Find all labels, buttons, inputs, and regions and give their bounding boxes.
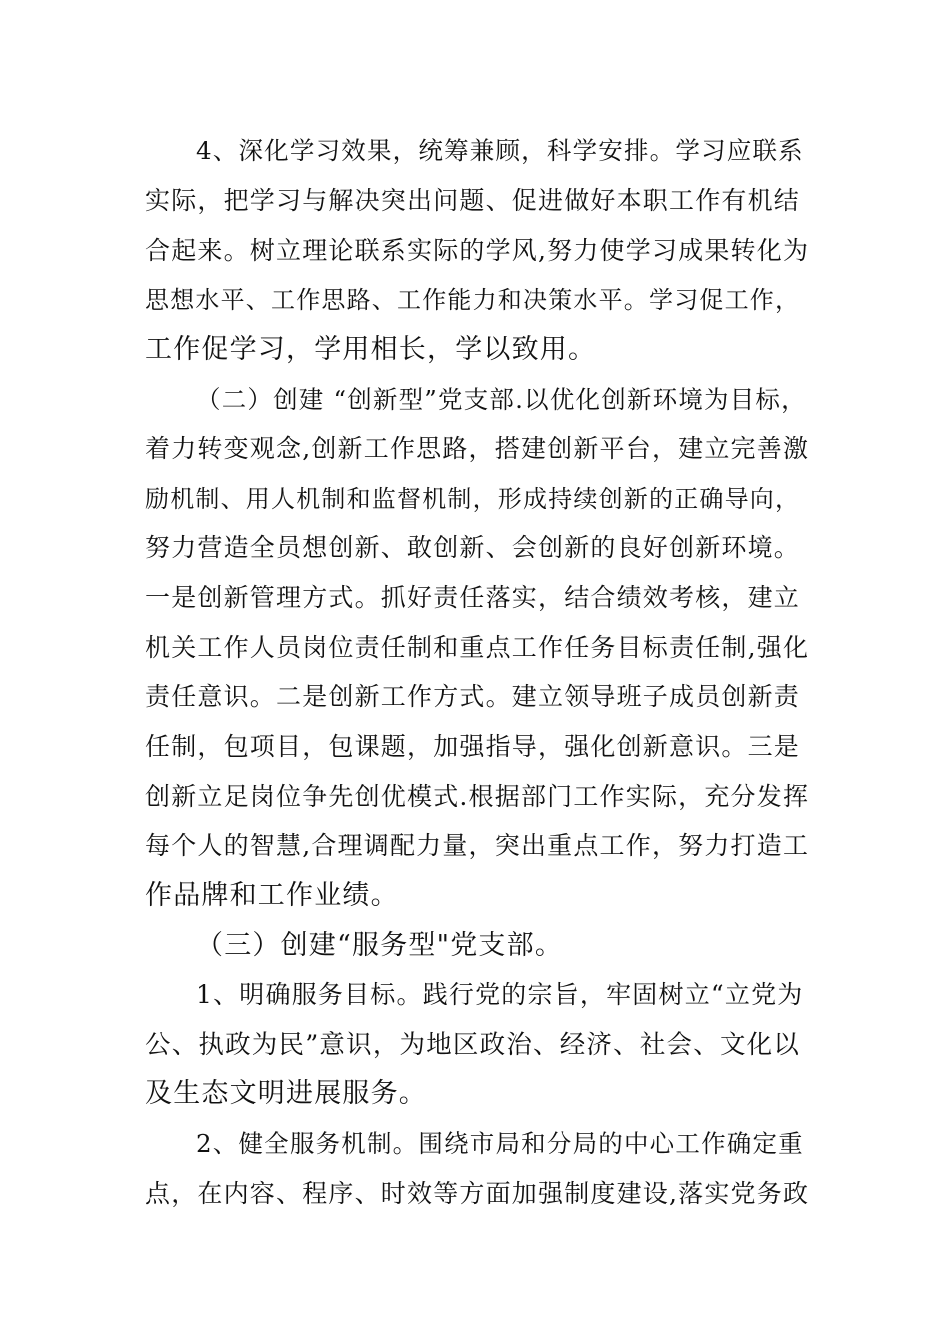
- text-line: 一是创新管理方式。抓好责任落实，结合绩效考核，建立: [145, 583, 801, 612]
- text-line: （三）创建“服务型"党支部。: [196, 930, 564, 961]
- text-line: 及生态文明进展服务。: [145, 1078, 427, 1109]
- text-line: 机关工作人员岗位责任制和重点工作任务目标责任制,强化: [145, 633, 810, 662]
- text-line: 1、明确服务目标。践行党的宗旨，牢固树立“立党为: [196, 980, 804, 1009]
- text-line: 思想水平、工作思路、工作能力和决策水平。学习促工作，: [145, 286, 801, 314]
- text-line: 励机制、用人机制和监督机制，形成持续创新的正确导向，: [145, 485, 801, 513]
- text-line: 工作促学习，学用相长，学以致用。: [145, 334, 597, 365]
- text-line: 公、执政为民”意识，为地区政治、经济、社会、文化以: [145, 1030, 801, 1060]
- text-line: 点，在内容、程序、时效等方面加强制度建设,落实党务政: [145, 1179, 810, 1208]
- text-line: 每个人的智慧,合理调配力量，突出重点工作，努力打造工: [145, 831, 810, 860]
- text-line: 合起来。树立理论联系实际的学风,努力使学习成果转化为: [145, 236, 810, 265]
- text-line: 责任意识。二是创新工作方式。建立领导班子成员创新责: [145, 682, 801, 711]
- text-line: 任制，包项目，包课题，加强指导，强化创新意识。三是: [145, 732, 801, 761]
- text-line: 努力营造全员想创新、敢创新、会创新的良好创新环境。: [145, 533, 801, 562]
- text-line: 4、深化学习效果，统筹兼顾，科学安排。学习应联系: [196, 136, 804, 165]
- text-line: 实际，把学习与解决突出问题、促进做好本职工作有机结: [145, 186, 801, 215]
- text-line: （二）创建 “创新型”党支部.以优化创新环境为目标，: [196, 385, 807, 414]
- text-line: 创新立足岗位争先创优模式.根据部门工作实际，充分发挥: [145, 782, 810, 811]
- text-line: 着力转变观念,创新工作思路，搭建创新平台，建立完善激: [145, 434, 810, 463]
- text-line: 2、健全服务机制。围绕市局和分局的中心工作确定重: [196, 1129, 804, 1158]
- text-line: 作品牌和工作业绩。: [145, 880, 399, 911]
